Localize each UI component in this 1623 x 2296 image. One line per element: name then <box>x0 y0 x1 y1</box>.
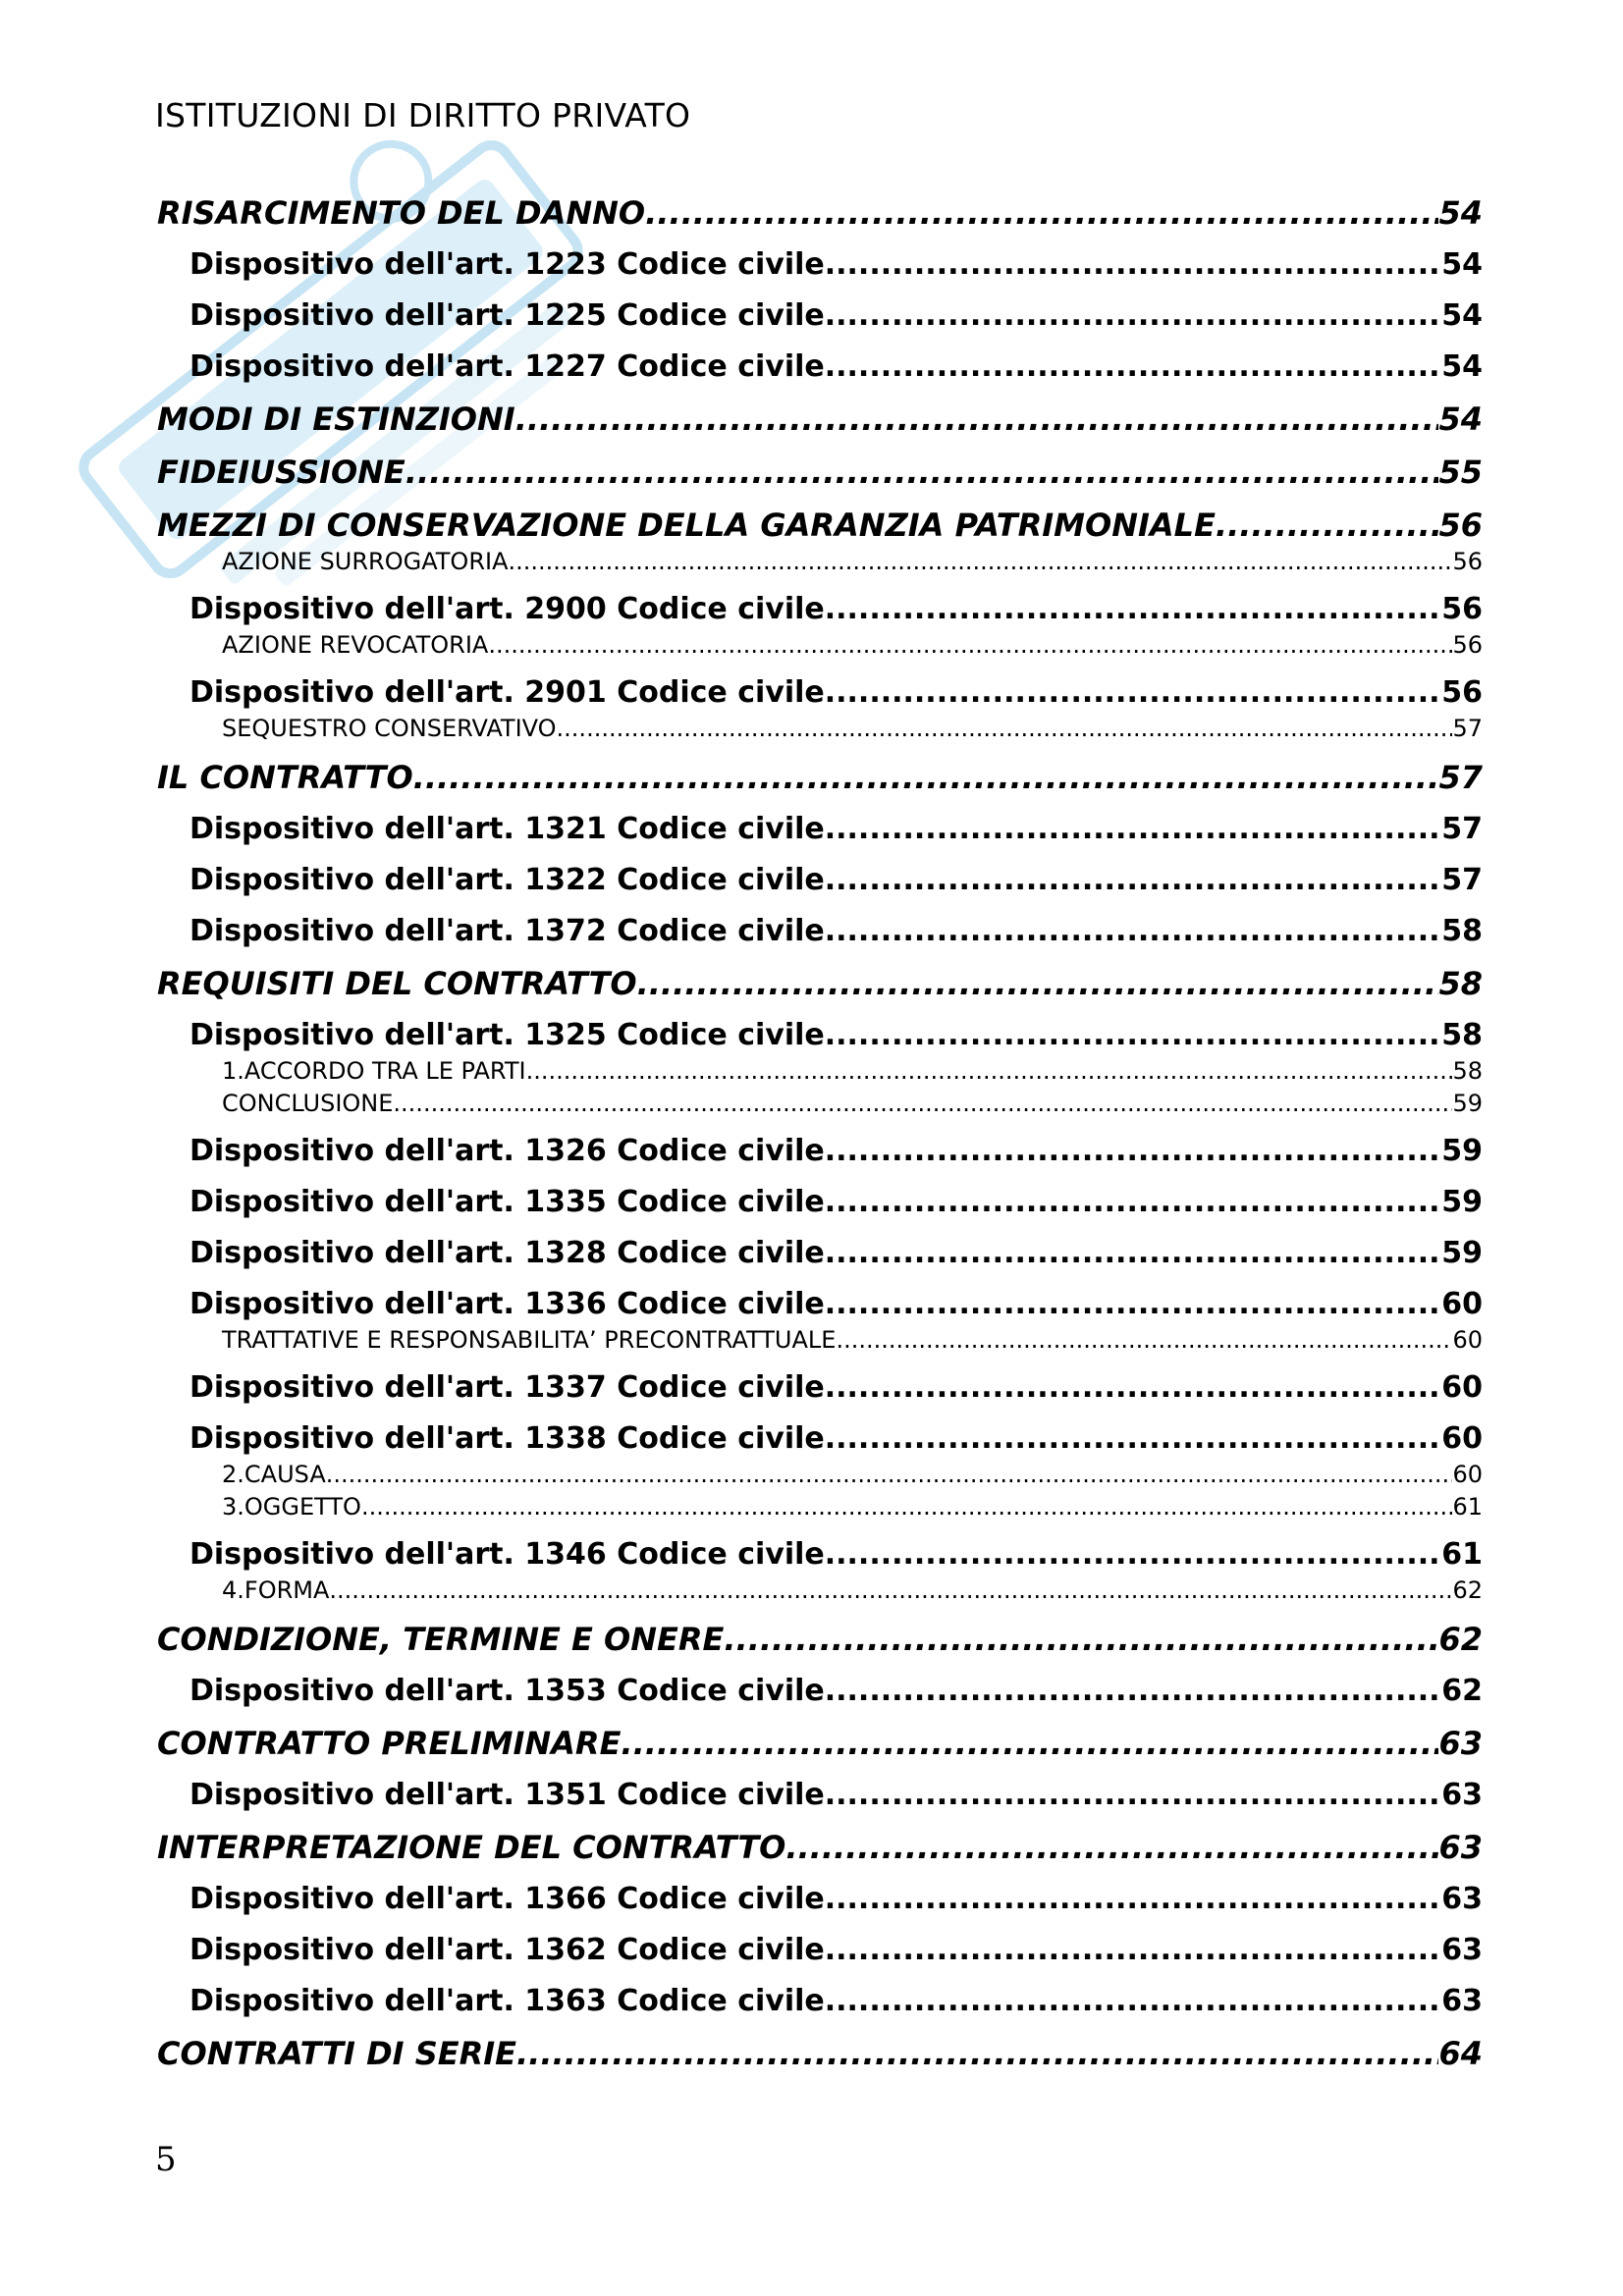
toc-entry[interactable] <box>157 1821 1483 1874</box>
toc-entry[interactable] <box>157 546 1483 578</box>
toc-entry-title: RISARCIMENTO DEL DANNO <box>157 194 646 232</box>
toc-entry[interactable] <box>157 1088 1483 1120</box>
toc-entry-page: 63 <box>1441 1933 1483 1967</box>
toc-leader-dots <box>515 393 1439 446</box>
toc-entry-title: Dispositivo dell'art. 1353 Codice civile <box>189 1674 825 1708</box>
toc-entry[interactable] <box>157 1279 1483 1330</box>
toc-entry[interactable] <box>157 584 1483 635</box>
toc-entry[interactable] <box>157 906 1483 957</box>
toc-entry-page: 54 <box>1441 298 1483 333</box>
toc-entry-page: 63 <box>1441 1984 1483 2018</box>
toc-leader-dots <box>361 1491 1453 1523</box>
toc-entry-page: 55 <box>1438 454 1483 491</box>
toc-entry-page: 58 <box>1441 1018 1483 1052</box>
toc-entry-title: Dispositivo dell'art. 1223 Codice civile <box>189 247 825 282</box>
page-number: 5 <box>155 2140 177 2179</box>
toc-entry[interactable] <box>157 1925 1483 1976</box>
toc-entry[interactable] <box>157 629 1483 662</box>
toc-leader-dots <box>637 957 1439 1010</box>
toc-entry-page: 60 <box>1441 1421 1483 1456</box>
toc-entry[interactable] <box>157 1055 1483 1088</box>
toc-entry-page: 56 <box>1452 548 1483 575</box>
toc-leader-dots <box>825 1362 1442 1414</box>
toc-entry-title: IL CONTRATTO <box>157 759 413 796</box>
toc-entry[interactable] <box>157 1414 1483 1465</box>
toc-entry-title: REQUISITI DEL CONTRATTO <box>157 965 637 1002</box>
toc-entry-title: CONTRATTI DI SERIE <box>157 2035 516 2072</box>
toc-leader-dots <box>724 1613 1438 1666</box>
toc-entry-page: 56 <box>1452 631 1483 659</box>
toc-entry[interactable] <box>157 1529 1483 1580</box>
toc-leader-dots <box>825 906 1442 957</box>
toc-leader-dots <box>329 1575 1452 1607</box>
toc-entry-title: Dispositivo dell'art. 1363 Codice civile <box>189 1984 825 2018</box>
toc-entry-title: Dispositivo dell'art. 2901 Codice civile <box>189 675 825 710</box>
toc-leader-dots <box>825 1874 1442 1925</box>
toc-entry[interactable] <box>157 240 1483 291</box>
toc-entry[interactable] <box>157 291 1483 342</box>
toc-entry-page: 59 <box>1441 1236 1483 1270</box>
toc-entry-title: Dispositivo dell'art. 1336 Codice civile <box>189 1287 825 1321</box>
toc-entry[interactable] <box>157 1362 1483 1414</box>
toc-leader-dots <box>621 1717 1438 1770</box>
toc-entry-page: 64 <box>1438 2035 1483 2072</box>
toc-leader-dots <box>825 291 1442 342</box>
toc-entry-page: 60 <box>1452 1326 1483 1354</box>
toc-entry-page: 57 <box>1438 759 1483 796</box>
toc-leader-dots <box>326 1459 1453 1491</box>
toc-entry-title: Dispositivo dell'art. 1338 Codice civile <box>189 1421 825 1456</box>
toc-entry[interactable] <box>157 957 1483 1010</box>
toc-entry-title: Dispositivo dell'art. 1322 Codice civile <box>189 863 825 897</box>
toc-entry-title: MODI DI ESTINZIONI <box>157 400 515 438</box>
toc-entry-title: Dispositivo dell'art. 2900 Codice civile <box>189 592 825 626</box>
toc-entry-title: TRATTATIVE E RESPONSABILITA’ PRECONTRATTUALE <box>222 1326 837 1354</box>
toc-entry[interactable] <box>157 751 1483 804</box>
toc-entry-page: 57 <box>1441 863 1483 897</box>
toc-entry-title: CONDIZIONE, TERMINE E ONERE <box>157 1621 725 1658</box>
toc-leader-dots <box>406 446 1439 499</box>
toc-leader-dots <box>526 1055 1453 1088</box>
toc-entry-title: Dispositivo dell'art. 1362 Codice civile <box>189 1933 825 1967</box>
toc-leader-dots <box>825 1177 1442 1228</box>
toc-leader-dots <box>645 187 1438 240</box>
toc-entry-title: Dispositivo dell'art. 1372 Codice civile <box>189 914 825 948</box>
toc-entry-page: 58 <box>1441 914 1483 948</box>
toc-entry-page: 59 <box>1441 1185 1483 1219</box>
toc-entry[interactable] <box>157 713 1483 745</box>
toc-entry[interactable] <box>157 187 1483 240</box>
toc-entry-page: 54 <box>1441 349 1483 384</box>
toc-entry-title: Dispositivo dell'art. 1326 Codice civile <box>189 1134 825 1168</box>
toc-entry-title: 1.ACCORDO TRA LE PARTI <box>222 1057 526 1085</box>
toc-entry[interactable] <box>157 1613 1483 1666</box>
toc-leader-dots <box>1216 499 1439 552</box>
toc-entry-title: AZIONE REVOCATORIA <box>222 631 489 659</box>
toc-entry[interactable] <box>157 1770 1483 1821</box>
toc-leader-dots <box>825 1770 1442 1821</box>
toc-entry-page: 56 <box>1438 507 1483 544</box>
toc-entry-title: CONCLUSIONE <box>222 1090 394 1117</box>
toc-entry-page: 54 <box>1441 247 1483 282</box>
toc-entry-page: 56 <box>1441 675 1483 710</box>
toc-entry-title: INTERPRETAZIONE DEL CONTRATTO <box>157 1829 786 1866</box>
toc-entry[interactable] <box>157 804 1483 855</box>
toc-entry[interactable] <box>157 393 1483 446</box>
toc-entry-title: Dispositivo dell'art. 1328 Codice civile <box>189 1236 825 1270</box>
toc-entry-title: Dispositivo dell'art. 1366 Codice civile <box>189 1882 825 1916</box>
toc-leader-dots <box>413 751 1439 804</box>
toc-entry[interactable] <box>157 446 1483 499</box>
toc-entry[interactable] <box>157 1126 1483 1177</box>
toc-leader-dots <box>785 1821 1438 1874</box>
toc-entry-page: 62 <box>1441 1674 1483 1708</box>
toc-entry-page: 59 <box>1452 1090 1483 1117</box>
toc-leader-dots <box>825 1925 1442 1976</box>
toc-entry-title: Dispositivo dell'art. 1351 Codice civile <box>189 1778 825 1812</box>
toc-entry[interactable] <box>157 1874 1483 1925</box>
toc-leader-dots <box>509 546 1453 578</box>
toc-entry-page: 61 <box>1452 1493 1483 1521</box>
toc-entry-title: MEZZI DI CONSERVAZIONE DELLA GARANZIA PATRIMONIALE <box>157 507 1216 544</box>
toc-entry-title: 2.CAUSA <box>222 1461 326 1488</box>
toc-entry-title: Dispositivo dell'art. 1321 Codice civile <box>189 812 825 846</box>
toc-entry-page: 57 <box>1441 812 1483 846</box>
toc-leader-dots <box>488 629 1452 662</box>
toc-entry[interactable] <box>157 1976 1483 2027</box>
toc-entry-title: FIDEIUSSIONE <box>157 454 406 491</box>
toc-leader-dots <box>825 667 1442 719</box>
toc-leader-dots <box>516 2027 1438 2080</box>
toc-entry-page: 61 <box>1441 1537 1483 1572</box>
toc-leader-dots <box>825 1126 1442 1177</box>
running-header: ISTITUZIONI DI DIRITTO PRIVATO <box>155 96 691 134</box>
toc-leader-dots <box>825 1529 1442 1580</box>
toc-entry-title: Dispositivo dell'art. 1225 Codice civile <box>189 298 825 333</box>
toc-entry-page: 63 <box>1438 1829 1483 1866</box>
toc-leader-dots <box>825 342 1442 393</box>
toc-entry-page: 57 <box>1452 715 1483 742</box>
toc-entry-title: 4.FORMA <box>222 1576 330 1604</box>
toc-entry[interactable] <box>157 1010 1483 1061</box>
toc-entry-title: CONTRATTO PRELIMINARE <box>157 1725 622 1762</box>
toc-entry-page: 62 <box>1438 1621 1483 1658</box>
toc-entry[interactable] <box>157 1491 1483 1523</box>
toc-leader-dots <box>825 855 1442 906</box>
toc-entry-page: 54 <box>1438 400 1483 438</box>
toc-entry-page: 58 <box>1452 1057 1483 1085</box>
toc-entry[interactable] <box>157 1459 1483 1491</box>
toc-leader-dots <box>825 1414 1442 1465</box>
toc-entry-page: 60 <box>1452 1461 1483 1488</box>
toc-leader-dots <box>825 1010 1442 1061</box>
toc-entry[interactable] <box>157 855 1483 906</box>
toc-entry-title: AZIONE SURROGATORIA <box>222 548 509 575</box>
toc-leader-dots <box>836 1324 1452 1357</box>
toc-entry[interactable] <box>157 1717 1483 1770</box>
toc-entry-title: Dispositivo dell'art. 1335 Codice civile <box>189 1185 825 1219</box>
toc-entry[interactable] <box>157 499 1483 552</box>
toc-leader-dots <box>825 1666 1442 1717</box>
toc-entry[interactable] <box>157 1575 1483 1607</box>
toc-entry-title: Dispositivo dell'art. 1346 Codice civile <box>189 1537 825 1572</box>
toc-entry[interactable] <box>157 2027 1483 2080</box>
toc-entry[interactable] <box>157 1228 1483 1279</box>
toc-entry[interactable] <box>157 342 1483 393</box>
toc-entry-page: 60 <box>1441 1370 1483 1405</box>
toc-entry-page: 63 <box>1441 1778 1483 1812</box>
toc-entry-title: Dispositivo dell'art. 1337 Codice civile <box>189 1370 825 1405</box>
toc-entry-title: SEQUESTRO CONSERVATIVO <box>222 715 557 742</box>
table-of-contents <box>157 187 1483 2080</box>
toc-leader-dots <box>557 713 1453 745</box>
toc-entry-title: Dispositivo dell'art. 1227 Codice civile <box>189 349 825 384</box>
toc-leader-dots <box>393 1088 1452 1120</box>
toc-entry[interactable] <box>157 667 1483 719</box>
toc-entry-page: 63 <box>1438 1725 1483 1762</box>
toc-entry-title: 3.OGGETTO <box>222 1493 361 1521</box>
toc-entry[interactable] <box>157 1666 1483 1717</box>
toc-leader-dots <box>825 1976 1442 2027</box>
toc-entry-page: 54 <box>1438 194 1483 232</box>
toc-leader-dots <box>825 584 1442 635</box>
toc-entry-page: 60 <box>1441 1287 1483 1321</box>
toc-entry-page: 59 <box>1441 1134 1483 1168</box>
toc-leader-dots <box>825 1228 1442 1279</box>
toc-entry[interactable] <box>157 1324 1483 1357</box>
toc-entry-page: 62 <box>1452 1576 1483 1604</box>
toc-leader-dots <box>825 240 1442 291</box>
toc-entry-title: Dispositivo dell'art. 1325 Codice civile <box>189 1018 825 1052</box>
toc-entry[interactable] <box>157 1177 1483 1228</box>
toc-leader-dots <box>825 804 1442 855</box>
toc-entry-page: 58 <box>1438 965 1483 1002</box>
toc-entry-page: 63 <box>1441 1882 1483 1916</box>
toc-entry-page: 56 <box>1441 592 1483 626</box>
toc-leader-dots <box>825 1279 1442 1330</box>
